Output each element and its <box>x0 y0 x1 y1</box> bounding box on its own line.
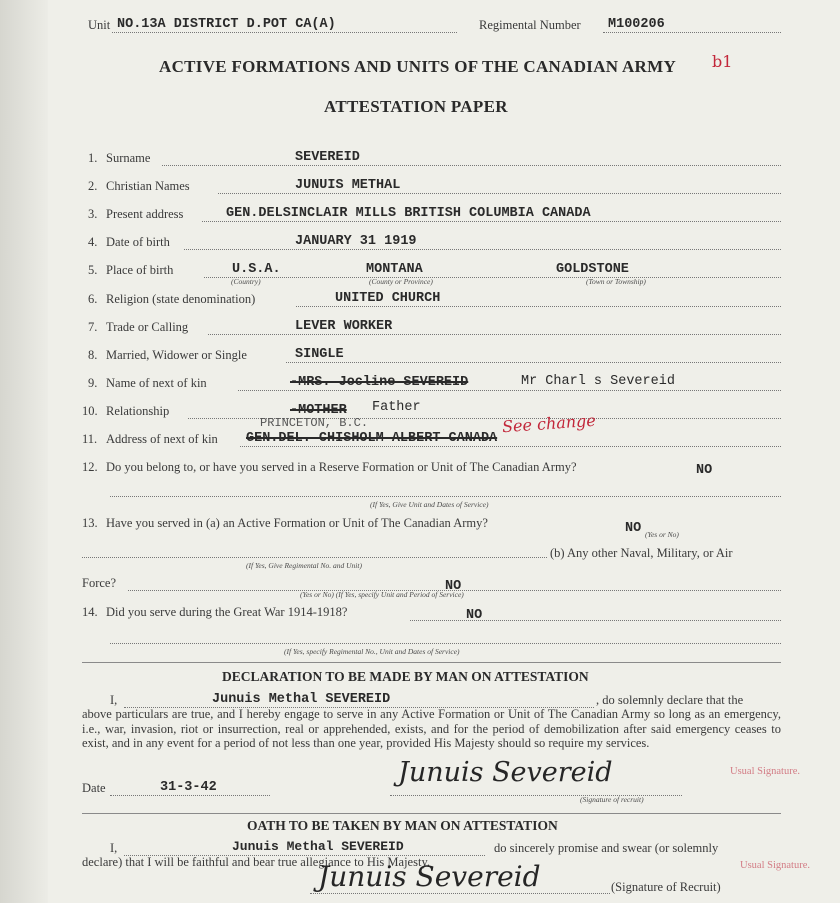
margin-note: b1 <box>712 52 733 71</box>
declaration-signature: Junuis Severeid <box>398 757 613 788</box>
next-of-kin-line <box>238 390 781 391</box>
field-number-8: 8. <box>88 348 98 362</box>
surname-value: SEVEREID <box>295 150 360 165</box>
great-war-answer: NO <box>466 608 483 623</box>
religion-label: Religion (state denomination) <box>106 292 256 306</box>
field-number-10: 10. <box>82 404 98 418</box>
next-of-kin-struck-value: -MRS. Jocline SEVEREID <box>290 375 469 390</box>
reserve-question-label: Do you belong to, or have you served in a Reserve Formation or Unit of The Canadian Army? <box>106 460 577 474</box>
declaration-name: Junuis Methal SEVEREID <box>212 692 391 707</box>
active-line <box>82 557 547 558</box>
oath-name: Junuis Methal SEVEREID <box>232 839 404 854</box>
field-number-14: 14. <box>82 605 98 619</box>
marital-status-line <box>286 362 781 363</box>
declaration-body: above particulars are true, and I hereby engage to serve in any Active Formation or Unit of The Canadian Army so long as an emergency, i.e., war, invasion, riot or insurrection, real or apprehended, exists, and for the period of demobilization after said emergency ceases to exist, and in any event for a period of not less than one year, provided His Majesty should so require my services. <box>82 707 781 751</box>
oath-divider <box>82 813 781 814</box>
field-number-4: 4. <box>88 235 98 249</box>
active-yes-no-caption: (Yes or No) <box>645 530 679 539</box>
oath-heading: OATH TO BE TAKEN BY MAN ON ATTESTATION <box>247 818 558 833</box>
birth-province-value: MONTANA <box>366 262 423 277</box>
trade-line <box>208 334 781 335</box>
field-number-3: 3. <box>88 207 98 221</box>
great-war-line <box>410 620 781 621</box>
active-answer: NO <box>625 521 642 536</box>
oath-usual-signature: Usual Signature. <box>740 860 810 871</box>
declaration-i-label: I, <box>110 693 118 707</box>
christian-names-line <box>218 193 781 194</box>
declaration-solemnly-text: , do solemnly declare that the <box>596 693 744 707</box>
birth-country-value: U.S.A. <box>232 262 281 277</box>
form-title: ACTIVE FORMATIONS AND UNITS OF THE CANADIAN ARMY <box>159 57 677 76</box>
field-number-2: 2. <box>88 179 98 193</box>
relationship-struck-value: -MOTHER <box>290 403 347 418</box>
date-of-birth-value: JANUARY 31 1919 <box>295 234 417 249</box>
present-address-value: GEN.DELSINCLAIR MILLS BRITISH COLUMBIA CANADA <box>226 206 591 221</box>
regimental-number-value: M100206 <box>608 17 665 32</box>
field-number-7: 7. <box>88 320 98 334</box>
kin-address-line <box>240 446 781 447</box>
section-divider <box>82 662 781 663</box>
declaration-signature-caption: (Signature of recruit) <box>580 795 644 804</box>
trade-value: LEVER WORKER <box>295 319 393 334</box>
marital-status-label: Married, Widower or Single <box>106 348 247 362</box>
place-of-birth-label: Place of birth <box>106 263 174 277</box>
birth-town-caption: (Town or Township) <box>586 277 646 286</box>
birth-town-value: GOLDSTONE <box>556 262 629 277</box>
place-of-birth-line <box>204 277 781 278</box>
great-war-detail-line <box>110 643 781 644</box>
other-service-label: (b) Any other Naval, Military, or Air <box>550 546 733 560</box>
form-subtitle: ATTESTATION PAPER <box>324 97 508 116</box>
force-answer: NO <box>445 579 462 594</box>
regimental-number-label: Regimental Number <box>479 18 581 32</box>
kin-address-label: Address of next of kin <box>106 432 218 446</box>
religion-value: UNITED CHURCH <box>335 291 441 306</box>
surname-line <box>162 165 781 166</box>
unit-label: Unit <box>88 18 111 32</box>
christian-names-label: Christian Names <box>106 179 190 193</box>
field-number-13: 13. <box>82 516 98 530</box>
see-change-note: See change <box>501 410 597 437</box>
next-of-kin-label: Name of next of kin <box>106 376 207 390</box>
oath-signature-caption: (Signature of Recruit) <box>611 880 721 894</box>
oath-line-2: declare) that I will be faithful and bear true allegiance to His Majesty. <box>82 855 431 869</box>
oath-line-1: do sincerely promise and swear (or solemnly <box>494 841 719 855</box>
religion-line <box>296 306 781 307</box>
field-number-11: 11. <box>82 432 98 446</box>
reserve-caption: (If Yes, Give Unit and Dates of Service) <box>370 500 489 509</box>
surname-label: Surname <box>106 151 151 165</box>
force-label: Force? <box>82 576 117 590</box>
field-number-5: 5. <box>88 263 98 277</box>
date-of-birth-label: Date of birth <box>106 235 170 249</box>
field-number-12: 12. <box>82 460 98 474</box>
christian-names-value: JUNUIS METHAL <box>295 178 401 193</box>
birth-province-caption: (County or Province) <box>369 277 433 286</box>
great-war-caption: (If Yes, specify Regimental No., Unit and Dates of Service) <box>284 647 460 656</box>
present-address-line <box>202 221 781 222</box>
unit-line <box>112 32 457 33</box>
active-caption: (If Yes, Give Regimental No. and Unit) <box>246 561 362 570</box>
unit-value: NO.13A DISTRICT D.POT CA(A) <box>117 17 336 32</box>
field-number-6: 6. <box>88 292 98 306</box>
declaration-heading: DECLARATION TO BE MADE BY MAN ON ATTESTATION <box>222 669 589 684</box>
declaration-usual-signature: Usual Signature. <box>730 766 800 777</box>
active-question-label: Have you served in (a) an Active Formation or Unit of The Canadian Army? <box>106 516 488 530</box>
birth-country-caption: (Country) <box>231 277 261 286</box>
kin-address-overwrite: PRINCETON, B.C. <box>260 416 369 430</box>
next-of-kin-value: Mr Charl s Severeid <box>521 374 675 389</box>
oath-signature: Junuis Severeid <box>318 860 541 893</box>
kin-address-struck-value: GEN.DEL. CHISHOLM ALBERT CANADA <box>246 431 498 446</box>
relationship-value: Father <box>372 400 421 415</box>
date-of-birth-line <box>184 249 781 250</box>
field-number-1: 1. <box>88 151 98 165</box>
oath-i-label: I, <box>110 841 118 855</box>
oath-signature-line <box>310 893 610 894</box>
reserve-line <box>110 496 781 497</box>
reserve-answer: NO <box>696 463 713 478</box>
trade-label: Trade or Calling <box>106 320 189 334</box>
great-war-label: Did you serve during the Great War 1914-1918? <box>106 605 348 619</box>
declaration-date-line <box>110 795 270 796</box>
field-number-9: 9. <box>88 376 98 390</box>
declaration-date-value: 31-3-42 <box>160 780 217 795</box>
declaration-date-label: Date <box>82 781 106 795</box>
present-address-label: Present address <box>106 207 184 221</box>
regimental-number-line <box>603 32 781 33</box>
force-caption: (Yes or No) (If Yes, specify Unit and Period of Service) <box>300 590 464 599</box>
relationship-label: Relationship <box>106 404 170 418</box>
marital-status-value: SINGLE <box>295 347 344 362</box>
